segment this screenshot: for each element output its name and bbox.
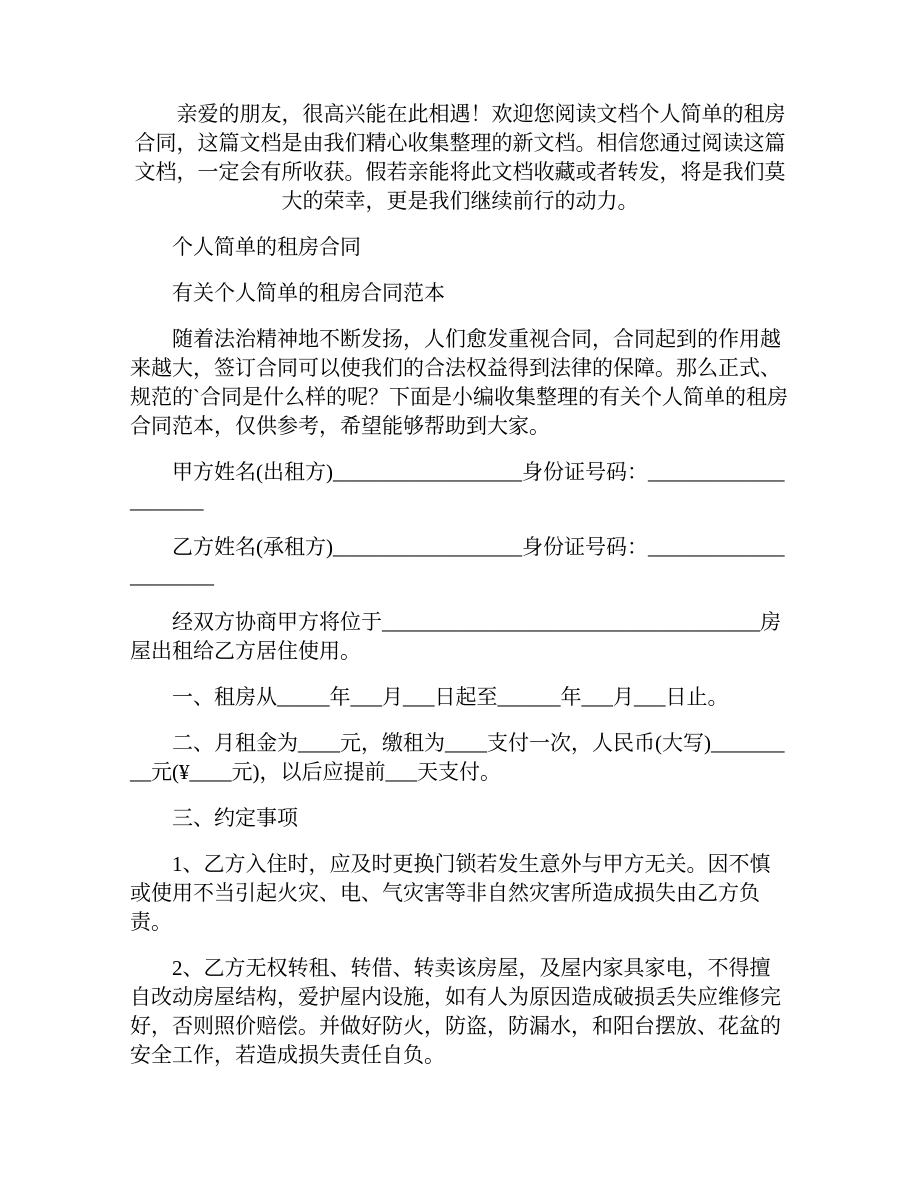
- item-2-clause: 2、乙方无权转租、转借、转卖该房屋，及屋内家具家电，不得擅自改动房屋结构，爱护屋内设施，如有人为原因造成破损丢失应维修完好，否则照价赔偿。并做好防火，防盗，防漏水，和阳台摆放、花盆的安全工作，若造成损失责任自负。: [130, 956, 781, 1067]
- document-subtitle: 有关个人简单的租房合同范本: [172, 281, 445, 305]
- term-clause: 一、租房从_____年___月___日起至______年___月___日止。: [172, 685, 729, 709]
- location-clause: 经双方协商甲方将位于____________________________________房屋出租给乙方居住使用。: [130, 610, 781, 663]
- items-heading: 三、约定事项: [172, 806, 298, 830]
- document-title: 个人简单的租房合同: [172, 235, 361, 259]
- party-a-blank-line: 甲方姓名(出租方)__________________身份证号码：____________________: [130, 460, 785, 513]
- party-b-blank-line: 乙方姓名(承租方)__________________身份证号码：_____________________: [130, 535, 785, 588]
- intro-paragraph: 亲爱的朋友，很高兴能在此相遇！欢迎您阅读文档个人简单的租房合同，这篇文档是由我们精心收集整理的新文档。相信您通过阅读这篇文档，一定会有所收获。假若亲能将此文档收藏或者转发，将是我们莫大的荣幸，更是我们继续前行的动力。: [134, 102, 786, 213]
- item-1-clause: 1、乙方入住时，应及时更换门锁若发生意外与甲方无关。因不慎或使用不当引起火灾、电、气灾害等非自然灾害所造成损失由乙方负责。: [130, 852, 771, 934]
- rent-clause: 二、月租金为____元，缴租为____支付一次，人民币(大写)_________元(¥____元)，以后应提前___天支付。: [130, 731, 785, 784]
- overview-paragraph: 随着法治精神地不断发扬，人们愈发重视合同，合同起到的作用越来越大，签订合同可以使我们的合法权益得到法律的保障。那么正式、规范的`合同是什么样的呢？下面是小编收集整理的有关个人简单的租房合同范本，仅供参考，希望能够帮助到大家。: [130, 327, 788, 438]
